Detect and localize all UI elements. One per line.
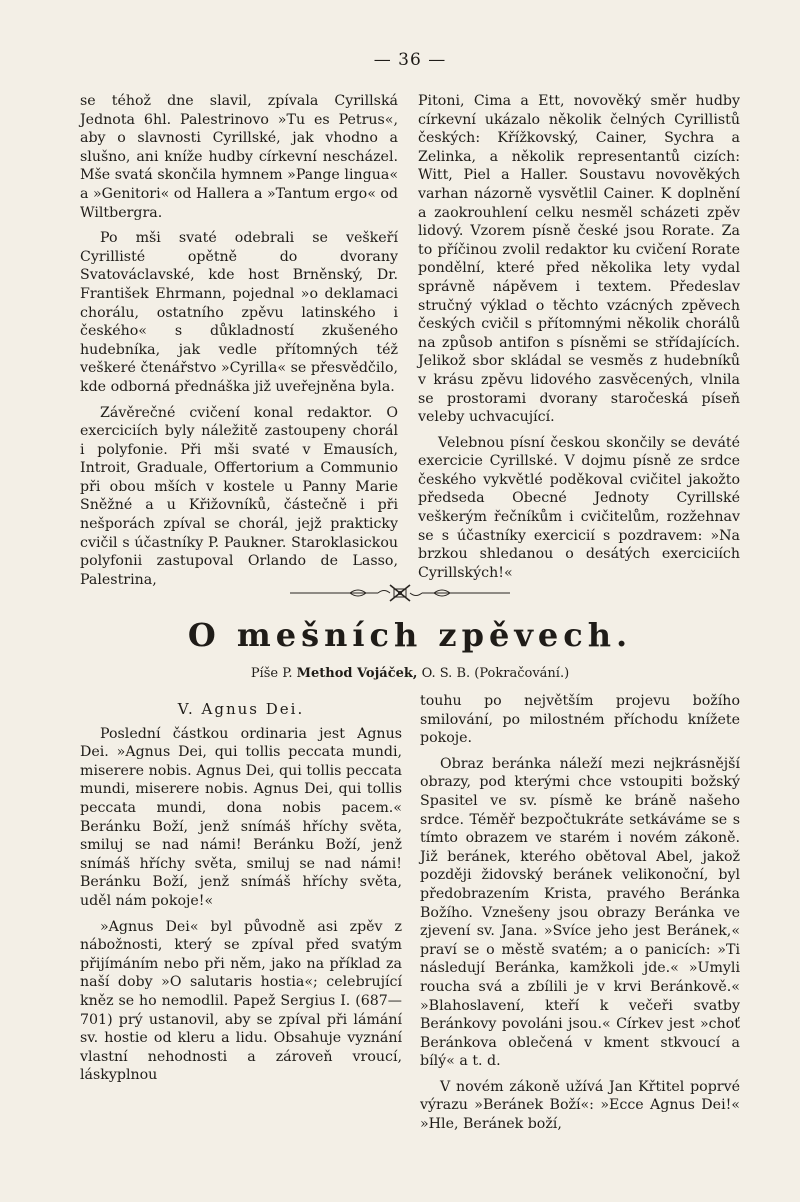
paragraph: se téhož dne slavil, zpívala Cyrillská Jednota 6hl. Palestrinovo »Tu es Petrus«, aby o slavnosti Cyrillské, jak vhodno a slušno, ani kníže hudby církevní nescházel. Mše svatá skončila hymnem »Pange lingua« a »Genitori« od Hallera a »Tantum ergo« od Wiltbergra. [80, 93, 399, 221]
paragraph: touhu po největším projevu božího smilování, po milostném příchodu knížete pokoje. [420, 693, 740, 747]
top-left-column [80, 92, 398, 596]
byline-prefix: Píše P. [250, 666, 293, 681]
paragraph: »Agnus Dei« byl původně asi zpěv z nábožnosti, který se zpíval před svatým přijímáním nebo při něm, jako na příklad za naší doby »O salutaris hostia«; celebrující kněz se ho nemodlil. Papež Sergius I. (687—701) prý ustanovil, aby se zpíval při lámání sv. hostie od kleru a lidu. Obsahuje vyznání vlastní nehodnosti a zároveň vroucí, láskyplnou [80, 918, 402, 1084]
paragraph: V novém zákoně užívá Jan Křtitel poprvé výrazu »Beránek Boží«: »Ecce Agnus Dei!« »Hle, Beránek boží, [420, 1078, 740, 1133]
page-number: — 36 — [373, 50, 447, 70]
article-title: O mešních zpěvech. [187, 616, 633, 654]
paragraph: Pitoni, Cima a Ett, novověký směr hudby církevní ukázalo několik čelných Cyrillistů českých: Křížkovský, Cainer, Sychra a Zelinka, a několik representantů cizích: Witt, Piel a Haller. Soustavu novověkých varhan názorně vysvětlil Cainer. K doplnění a zaokrouhlení celku nesměl scházeti zpěv lidový. Vzorem písně české jsou Rorate. Za to příčinou zvolil redaktor ku cvičení Rorate pondělní, které před několika lety vydal správně nápěvem i textem. Předeslav stručný výklad o těchto vzácných zpěvech českých cvičil s přítomnými několik chorálů na způsob antifon s písněmi se střídajících. Jelikož sbor skládal se vesměs z hudebníků v krásu zpěvu lidového zasvěcených, vlnila se prostorami dvorany staročeská píseň veleby uchvacující. [418, 93, 740, 426]
paragraph: Poslední částkou ordinaria jest Agnus Dei. »Agnus Dei, qui tollis peccata mundi, miserere nobis. Agnus Dei, qui tollis peccata mundi, miserere nobis. Agnus Dei, qui tollis peccata mundi, dona nobis pacem.« Beránku Boží, jenž snímáš hříchy světa, smiluj se nad námi! Beránku Boží, jenž snímáš hříchy světa, smiluj se nad námi! Beránku Boží, jenž snímáš hříchy světa, uděl nám pokoje!« [80, 725, 402, 909]
bottom-left-column [80, 700, 402, 1092]
paragraph: Závěrečné cvičení konal redaktor. O exerciciích byly náležitě zastoupeny chorál i polyfonie. Při mši svaté v Emausích, Introit, Graduale, Offertorium a Communio při obou mších v kostele u Panny Marie Sněžné a u Křižovníků, částečně i při nešporách zpíval se chorál, jejž prakticky cvičil s účastníky P. Paukner. Staroklasickou polyfonii zastupoval Orlando de Lasso, Palestrina, [80, 404, 398, 588]
ornament-icon [290, 583, 510, 603]
paragraph: Obraz beránka náleží mezi nejkrásnější obrazy, pod kterými chce vstoupiti božský Spasitel ve sv. písmě ke bráně našeho srdce. Téměř bezpočtukráte setkáváme se s tímto obrazem ve starém i novém zákoně. Již beránek, kterého obětoval Abel, jakož později židovský beránek velikonoční, byl předobrazením Krista, pravého Beránka Božího. Vznešeny jsou obrazy Beránka ve zjevení sv. Jana. »Svíce jeho jest Beránek,« praví se o městě svatém; a o panicích: »Ti následují Beránka, kamžkoli jde.« »Umyli roucha svá a zbílili je v krvi Beránkově.« »Blahoslavení, kteří k večeři svatby Beránkovy povoláni jsou.« Církev jest »choť Beránkova oblečená v kment stkvoucí a bílý« a t. d. [420, 755, 740, 1070]
byline-suffix: O. S. B. (Pokračování.) [421, 666, 570, 681]
ornamental-divider [0, 583, 800, 603]
paragraph: Po mši svaté odebrali se veškeří Cyrillisté opětně do dvorany Svatováclavské, kde host Brněnský, Dr. František Ehrmann, pojednal »o deklamaci chorálu, ostatního zpěvu latinského i českého« s důkladností zkušeného hudebníka, jak vedle přítomných též veškeré čtenářstvo »Cyrilla« se přesvědčilo, kde odborná přednáška již uveřejněna byla. [80, 230, 398, 395]
section-heading: V. Agnus Dei. [177, 700, 305, 718]
paragraph: Velebnou písní českou skončily se deváté exercicie Cyrillské. V dojmu písně ze srdce českého vykvětlé poděkoval cvičitel jakožto předseda Obecné Jednoty Cyrillské veškerým řečníkům i cvičitelům, rozžehnav se s účastníky exercicií s pozdravem: »Na brzkou shledanou o desátých exerciciích Cyrillských!« [418, 434, 740, 581]
top-right-column [418, 92, 740, 589]
byline [0, 666, 800, 681]
bottom-right-column [420, 692, 740, 1141]
byline-author: Method Vojáček, [296, 666, 418, 681]
